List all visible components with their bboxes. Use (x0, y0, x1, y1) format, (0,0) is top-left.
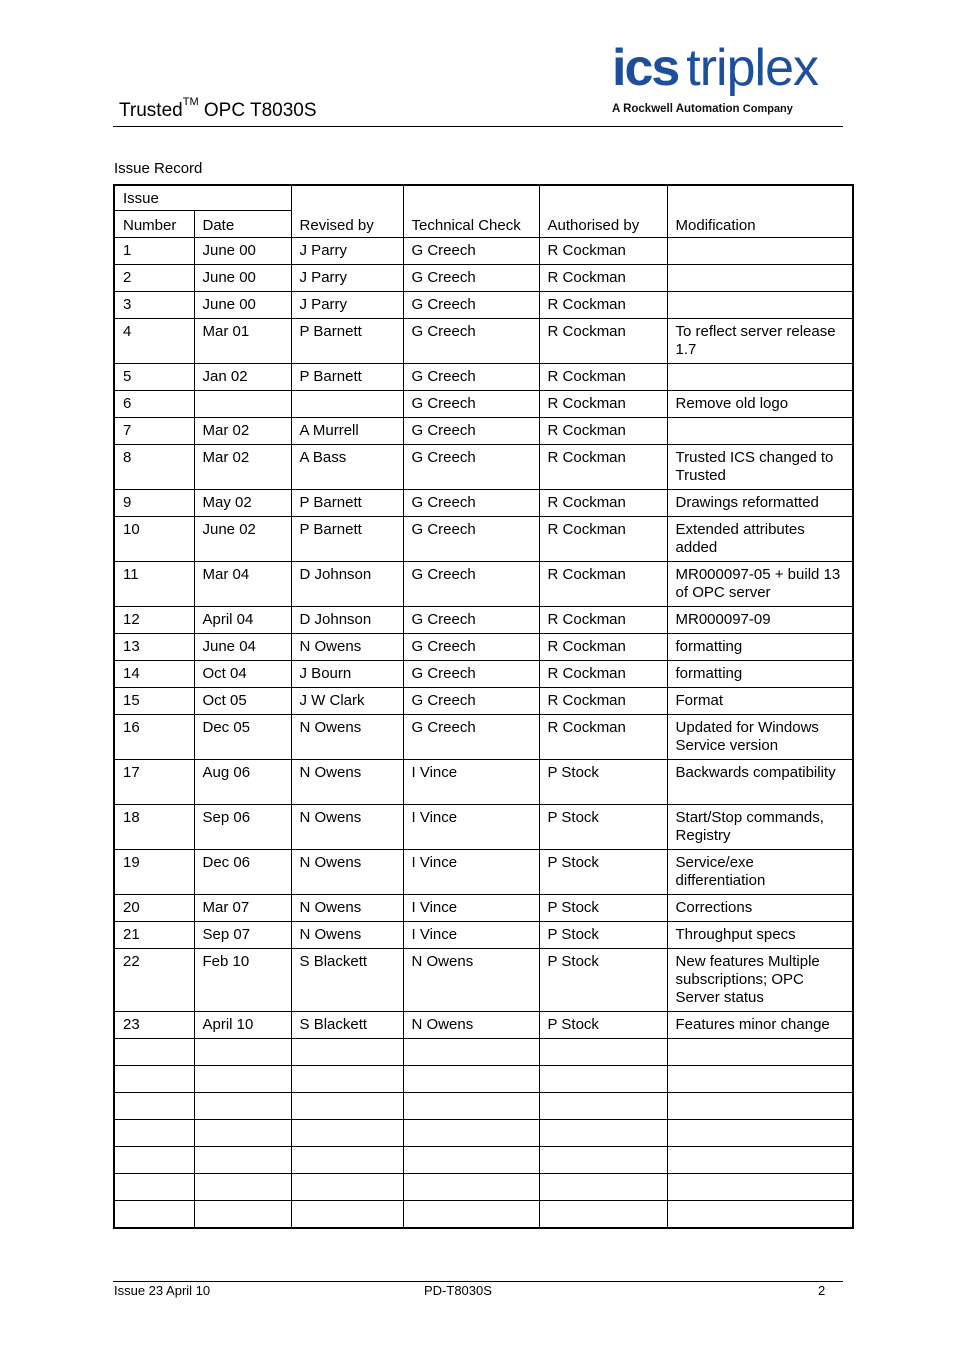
cell-revised-by: N Owens (291, 895, 403, 922)
table-row (114, 265, 853, 292)
empty-cell (114, 1093, 194, 1120)
table-row (114, 517, 853, 562)
column-header-date: Date (194, 211, 291, 238)
cell-revised-by: N Owens (291, 850, 403, 895)
issue-record-table (113, 184, 854, 1229)
empty-cell (539, 1174, 667, 1201)
cell-date: Mar 02 (194, 445, 291, 490)
empty-cell (403, 1174, 539, 1201)
title-product: OPC T8030S (198, 100, 317, 121)
cell-number: 5 (114, 364, 194, 391)
table-row (114, 319, 853, 364)
cell-technical-check: G Creech (403, 607, 539, 634)
cell-date: Mar 01 (194, 319, 291, 364)
cell-authorised-by: R Cockman (539, 364, 667, 391)
cell-revised-by: P Barnett (291, 490, 403, 517)
cell-authorised-by: R Cockman (539, 490, 667, 517)
cell-technical-check: I Vince (403, 805, 539, 850)
cell-revised-by: N Owens (291, 922, 403, 949)
cell-number: 19 (114, 850, 194, 895)
cell-number: 8 (114, 445, 194, 490)
cell-revised-by: A Murrell (291, 418, 403, 445)
empty-row (114, 1093, 853, 1120)
cell-revised-by: P Barnett (291, 517, 403, 562)
empty-cell (539, 1147, 667, 1174)
cell-number: 14 (114, 661, 194, 688)
table-row (114, 850, 853, 895)
cell-number: 12 (114, 607, 194, 634)
cell-date: April 04 (194, 607, 291, 634)
cell-date: Feb 10 (194, 949, 291, 1012)
empty-cell (667, 1174, 853, 1201)
empty-cell (114, 1201, 194, 1229)
logo-wordmark (612, 38, 818, 98)
cell-date: Oct 05 (194, 688, 291, 715)
cell-authorised-by: R Cockman (539, 634, 667, 661)
table-row (114, 949, 853, 1012)
cell-authorised-by: R Cockman (539, 238, 667, 265)
table-header-row-group (114, 185, 853, 211)
column-header-technical-check: Technical Check (403, 185, 539, 238)
cell-revised-by: J Parry (291, 265, 403, 292)
cell-authorised-by: R Cockman (539, 391, 667, 418)
footer-doc-number: PD-T8030S (424, 1283, 492, 1298)
cell-technical-check: G Creech (403, 715, 539, 760)
cell-technical-check: G Creech (403, 445, 539, 490)
cell-technical-check: G Creech (403, 364, 539, 391)
empty-cell (114, 1174, 194, 1201)
empty-cell (539, 1066, 667, 1093)
cell-technical-check: I Vince (403, 850, 539, 895)
empty-cell (194, 1093, 291, 1120)
cell-technical-check: I Vince (403, 895, 539, 922)
cell-revised-by: N Owens (291, 805, 403, 850)
table-row (114, 292, 853, 319)
cell-technical-check: G Creech (403, 292, 539, 319)
cell-modification: Updated for Windows Service version (667, 715, 853, 760)
table-row (114, 688, 853, 715)
empty-cell (291, 1120, 403, 1147)
column-header-number: Number (114, 211, 194, 238)
issue-group-header: Issue (114, 185, 291, 211)
document-title (119, 96, 317, 123)
cell-modification: Trusted ICS changed to Trusted (667, 445, 853, 490)
table-row (114, 895, 853, 922)
cell-revised-by: N Owens (291, 715, 403, 760)
cell-revised-by (291, 391, 403, 418)
column-header-revised-by: Revised by (291, 185, 403, 238)
cell-technical-check: G Creech (403, 391, 539, 418)
table-row (114, 607, 853, 634)
cell-modification: Throughput specs (667, 922, 853, 949)
cell-number: 23 (114, 1012, 194, 1039)
footer-issue: Issue 23 April 10 (114, 1283, 211, 1298)
cell-authorised-by: R Cockman (539, 688, 667, 715)
cell-modification: Drawings reformatted (667, 490, 853, 517)
cell-modification (667, 265, 853, 292)
empty-cell (539, 1093, 667, 1120)
cell-revised-by: J Parry (291, 292, 403, 319)
cell-revised-by: J W Clark (291, 688, 403, 715)
empty-cell (539, 1039, 667, 1066)
cell-revised-by: A Bass (291, 445, 403, 490)
table-row (114, 391, 853, 418)
empty-cell (667, 1120, 853, 1147)
table-row (114, 634, 853, 661)
cell-revised-by: N Owens (291, 634, 403, 661)
cell-date: June 00 (194, 265, 291, 292)
title-main: Trusted (119, 100, 183, 121)
empty-cell (194, 1120, 291, 1147)
cell-date (194, 391, 291, 418)
cell-modification: To reflect server release 1.7 (667, 319, 853, 364)
cell-number: 7 (114, 418, 194, 445)
cell-authorised-by: R Cockman (539, 445, 667, 490)
table-row (114, 1012, 853, 1039)
cell-authorised-by: P Stock (539, 949, 667, 1012)
logo-tagline-text: A Rockwell Automation (612, 103, 740, 115)
column-header-authorised-by: Authorised by (539, 185, 667, 238)
cell-number: 2 (114, 265, 194, 292)
cell-authorised-by: R Cockman (539, 265, 667, 292)
issue-record-body (114, 185, 853, 1228)
cell-date: June 00 (194, 292, 291, 319)
cell-technical-check: G Creech (403, 238, 539, 265)
empty-cell (539, 1201, 667, 1229)
empty-cell (403, 1147, 539, 1174)
table-row (114, 715, 853, 760)
cell-date: Aug 06 (194, 760, 291, 805)
cell-number: 16 (114, 715, 194, 760)
table-row (114, 238, 853, 265)
cell-date: Oct 04 (194, 661, 291, 688)
cell-authorised-by: R Cockman (539, 661, 667, 688)
cell-date: Mar 07 (194, 895, 291, 922)
cell-date: April 10 (194, 1012, 291, 1039)
cell-authorised-by: R Cockman (539, 562, 667, 607)
cell-modification: Remove old logo (667, 391, 853, 418)
cell-date: Sep 06 (194, 805, 291, 850)
cell-number: 17 (114, 760, 194, 805)
cell-modification (667, 364, 853, 391)
cell-number: 21 (114, 922, 194, 949)
cell-technical-check: G Creech (403, 688, 539, 715)
table-row (114, 490, 853, 517)
cell-modification: Start/Stop commands, Registry (667, 805, 853, 850)
cell-number: 1 (114, 238, 194, 265)
empty-cell (403, 1201, 539, 1229)
empty-cell (114, 1066, 194, 1093)
cell-authorised-by: R Cockman (539, 715, 667, 760)
cell-date: May 02 (194, 490, 291, 517)
footer-rule (113, 1281, 843, 1282)
logo-company: Company (742, 103, 793, 115)
empty-cell (667, 1039, 853, 1066)
cell-number: 3 (114, 292, 194, 319)
cell-authorised-by: R Cockman (539, 517, 667, 562)
empty-row (114, 1039, 853, 1066)
cell-date: June 04 (194, 634, 291, 661)
cell-modification: Features minor change (667, 1012, 853, 1039)
cell-technical-check: N Owens (403, 949, 539, 1012)
cell-technical-check: G Creech (403, 418, 539, 445)
cell-technical-check: G Creech (403, 634, 539, 661)
cell-number: 9 (114, 490, 194, 517)
cell-revised-by: P Barnett (291, 364, 403, 391)
cell-modification: formatting (667, 634, 853, 661)
cell-modification (667, 238, 853, 265)
cell-revised-by: P Barnett (291, 319, 403, 364)
empty-cell (291, 1147, 403, 1174)
header-rule (113, 126, 843, 127)
cell-modification: MR000097-09 (667, 607, 853, 634)
cell-revised-by: D Johnson (291, 562, 403, 607)
cell-number: 18 (114, 805, 194, 850)
table-row (114, 418, 853, 445)
table-row (114, 364, 853, 391)
cell-date: Jan 02 (194, 364, 291, 391)
cell-modification: Corrections (667, 895, 853, 922)
empty-row (114, 1201, 853, 1229)
cell-authorised-by: P Stock (539, 760, 667, 805)
empty-cell (667, 1201, 853, 1229)
cell-authorised-by: P Stock (539, 850, 667, 895)
column-header-modification: Modification (667, 185, 853, 238)
cell-date: Dec 06 (194, 850, 291, 895)
empty-cell (291, 1201, 403, 1229)
cell-authorised-by: R Cockman (539, 319, 667, 364)
logo-tagline (612, 102, 793, 116)
cell-revised-by: J Bourn (291, 661, 403, 688)
empty-cell (194, 1039, 291, 1066)
cell-authorised-by: R Cockman (539, 607, 667, 634)
empty-cell (291, 1066, 403, 1093)
cell-modification (667, 292, 853, 319)
empty-cell (403, 1120, 539, 1147)
empty-row (114, 1147, 853, 1174)
empty-cell (403, 1039, 539, 1066)
cell-revised-by: N Owens (291, 760, 403, 805)
cell-modification: New features Multiple subscriptions; OPC Server status (667, 949, 853, 1012)
cell-number: 20 (114, 895, 194, 922)
cell-revised-by: S Blackett (291, 1012, 403, 1039)
empty-row (114, 1174, 853, 1201)
cell-modification (667, 418, 853, 445)
cell-modification: Format (667, 688, 853, 715)
empty-cell (291, 1039, 403, 1066)
table-row (114, 661, 853, 688)
empty-cell (667, 1147, 853, 1174)
empty-row (114, 1066, 853, 1093)
cell-authorised-by: P Stock (539, 895, 667, 922)
cell-number: 10 (114, 517, 194, 562)
cell-number: 13 (114, 634, 194, 661)
logo-ics: ics (612, 39, 679, 97)
empty-cell (667, 1066, 853, 1093)
cell-technical-check: G Creech (403, 661, 539, 688)
empty-cell (194, 1201, 291, 1229)
cell-technical-check: G Creech (403, 517, 539, 562)
cell-authorised-by: R Cockman (539, 292, 667, 319)
cell-date: Mar 02 (194, 418, 291, 445)
table-row (114, 562, 853, 607)
cell-authorised-by: P Stock (539, 805, 667, 850)
cell-date: Mar 04 (194, 562, 291, 607)
cell-number: 4 (114, 319, 194, 364)
empty-row (114, 1120, 853, 1147)
cell-revised-by: D Johnson (291, 607, 403, 634)
table-row (114, 445, 853, 490)
cell-authorised-by: P Stock (539, 1012, 667, 1039)
cell-date: June 00 (194, 238, 291, 265)
empty-cell (291, 1093, 403, 1120)
empty-cell (291, 1174, 403, 1201)
cell-revised-by: J Parry (291, 238, 403, 265)
cell-date: June 02 (194, 517, 291, 562)
cell-technical-check: G Creech (403, 490, 539, 517)
cell-technical-check: I Vince (403, 760, 539, 805)
empty-cell (194, 1066, 291, 1093)
empty-cell (114, 1147, 194, 1174)
cell-technical-check: G Creech (403, 319, 539, 364)
cell-number: 22 (114, 949, 194, 1012)
cell-technical-check: G Creech (403, 562, 539, 607)
table-row (114, 760, 853, 805)
table-row (114, 922, 853, 949)
empty-cell (403, 1093, 539, 1120)
empty-cell (114, 1120, 194, 1147)
cell-modification: formatting (667, 661, 853, 688)
cell-authorised-by: P Stock (539, 922, 667, 949)
empty-cell (114, 1039, 194, 1066)
cell-number: 11 (114, 562, 194, 607)
cell-modification: MR000097-05 + build 13 of OPC server (667, 562, 853, 607)
cell-technical-check: N Owens (403, 1012, 539, 1039)
cell-technical-check: G Creech (403, 265, 539, 292)
cell-date: Sep 07 (194, 922, 291, 949)
cell-technical-check: I Vince (403, 922, 539, 949)
cell-modification: Backwards compatibility (667, 760, 853, 805)
empty-cell (667, 1093, 853, 1120)
trademark-mark: TM (182, 96, 199, 108)
company-logo (610, 39, 845, 120)
cell-date: Dec 05 (194, 715, 291, 760)
empty-cell (194, 1147, 291, 1174)
cell-number: 15 (114, 688, 194, 715)
cell-modification: Service/exe differentiation (667, 850, 853, 895)
empty-cell (194, 1174, 291, 1201)
cell-revised-by: S Blackett (291, 949, 403, 1012)
footer-page-number: 2 (818, 1283, 826, 1298)
cell-modification: Extended attributes added (667, 517, 853, 562)
section-label: Issue Record (114, 160, 203, 177)
empty-cell (403, 1066, 539, 1093)
table-row (114, 805, 853, 850)
logo-triplex: triplex (686, 39, 819, 97)
empty-cell (539, 1120, 667, 1147)
cell-number: 6 (114, 391, 194, 418)
cell-authorised-by: R Cockman (539, 418, 667, 445)
